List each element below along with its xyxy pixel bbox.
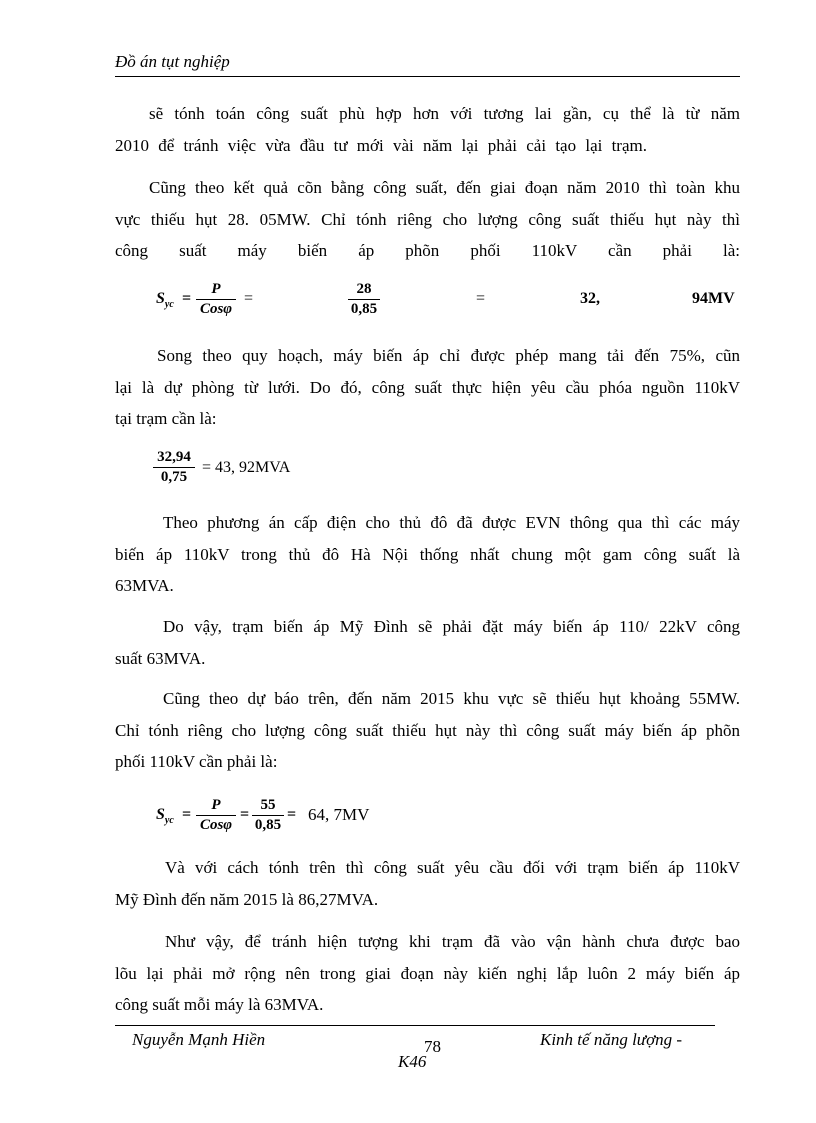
eq1-frac1-num: P [211,281,221,297]
fraction-bar [153,467,195,468]
text-line: sẽ tónh toán công suất phù hợp hơn với tương lai gần, cụ thể là từ năm [149,104,740,123]
eq3-result: 64, 7MV [308,805,370,824]
fraction-bar [196,299,236,300]
eq3-sub: yc [164,815,174,827]
eq3-frac2-num: 55 [260,797,276,813]
eq1-value-a: 32, [580,290,600,307]
text-line: Theo phương án cấp điện cho thủ đô đã được EVN thông qua thì các máy [163,513,740,532]
eq1-frac2-num: 28 [356,281,372,297]
paragraph-8 [115,926,740,1021]
eq1-lhs [156,290,174,310]
text-line: công suất máy biến áp phõn phối 110kV cần phải là: [115,241,740,260]
eq1-s: S [156,290,165,307]
eq2-result: = 43, 92MVA [202,459,291,476]
paragraph-4 [115,507,740,602]
eq3-s: S [156,806,165,823]
eq1-frac1-den: Cosφ [199,301,233,317]
eq1-equal-1: = [182,290,192,307]
paragraph-1 [115,98,740,161]
eq3-equal-3: = [287,806,297,823]
fraction-bar [348,299,380,300]
text-line: công suất mỗi máy là 63MVA. [115,995,324,1014]
eq3-lhs [156,806,174,826]
text-line: biến áp 110kV trong thủ đô Hà Nội thống nhất chung một gam công suất là [115,544,740,564]
eq1-equal-3: = [476,290,486,307]
text-line: vực thiếu hụt 28. 05MW. Chỉ tónh riêng cho lượng công suất thiếu hụt này thì [115,209,740,229]
text-line: lõu lại phải mở rộng nên trong giai đoạn này kiến nghị lắp luôn 2 máy biến áp [115,963,740,983]
text-line: lại là dự phòng từ lưới. Do đó, công suất thực hiện yêu cầu phóa nguồn 110kV [115,377,740,397]
eq1-fraction-p-cos [196,281,236,318]
eq3-fraction-values [252,797,284,834]
fraction-bar [196,815,236,816]
footer-class: K46 [398,1052,427,1071]
text-line: Mỹ Đình đến năm 2015 là 86,27MVA. [115,889,379,909]
text-line: 63MVA. [115,576,174,595]
footer-rule [115,1025,715,1026]
text-line: Cũng theo dự báo trên, đến năm 2015 khu vực sẽ thiếu hụt khoảng 55MW. [163,689,740,708]
footer-author: Nguyễn Mạnh Hiền [132,1030,266,1049]
eq3-frac1-den: Cosφ [199,817,233,833]
text-line: suất 63MVA. [115,648,206,668]
paragraph-5 [115,611,740,674]
eq1-equal-2: = [244,290,254,307]
text-line: phối 110kV cần phải là: [115,752,278,771]
eq1-sub: yc [164,299,174,311]
text-line: Và với cách tónh trên thì công suất yêu cầu đối với trạm biến áp 110kV [165,858,740,877]
eq1-fraction-values [348,281,380,318]
eq3-frac1-num: P [211,797,221,813]
header-rule [115,76,740,77]
eq2-num: 32,94 [157,449,191,465]
footer-page-number: 78 [424,1037,441,1056]
eq3-equal-2: = [240,806,250,823]
paragraph-6 [115,683,740,778]
eq3-fraction-p-cos [196,797,236,834]
text-line: tại trạm cần là: [115,409,217,428]
eq3-equal-1: = [182,806,192,823]
paragraph-3 [115,340,740,435]
fraction-bar [252,815,284,816]
text-line: Do vậy, trạm biến áp Mỹ Đình sẽ phải đặt máy biến áp 110/ 22kV công [163,617,740,636]
paragraph-2 [115,172,740,267]
text-line: 2010 để tránh việc vừa đầu tư mới vài năm lại phải cải tạo lại trạm. [115,135,647,155]
text-line: Cũng theo kết quả cõn bằng công suất, đến giai đoạn năm 2010 thì toàn khu [149,178,740,197]
paragraph-7 [115,852,740,915]
page-header-title: Đồ án tụt nghiệp [115,52,230,71]
eq2-den: 0,75 [160,469,188,485]
text-line: Như vậy, để tránh hiện tượng khi trạm đã vào vận hành chưa được bao [165,932,740,951]
footer-department: Kinh tế năng lượng - [540,1030,683,1049]
eq2-fraction [153,449,195,486]
eq1-value-b: 94MV [692,290,735,307]
eq3-frac2-den: 0,85 [254,817,282,833]
text-line: Chỉ tónh riêng cho lượng công suất thiếu hụt này thì công suất máy biến áp phõn [115,720,740,740]
eq1-frac2-den: 0,85 [350,301,378,317]
text-line: Song theo quy hoạch, máy biến áp chỉ được phép mang tải đến 75%, cũn [157,346,740,365]
